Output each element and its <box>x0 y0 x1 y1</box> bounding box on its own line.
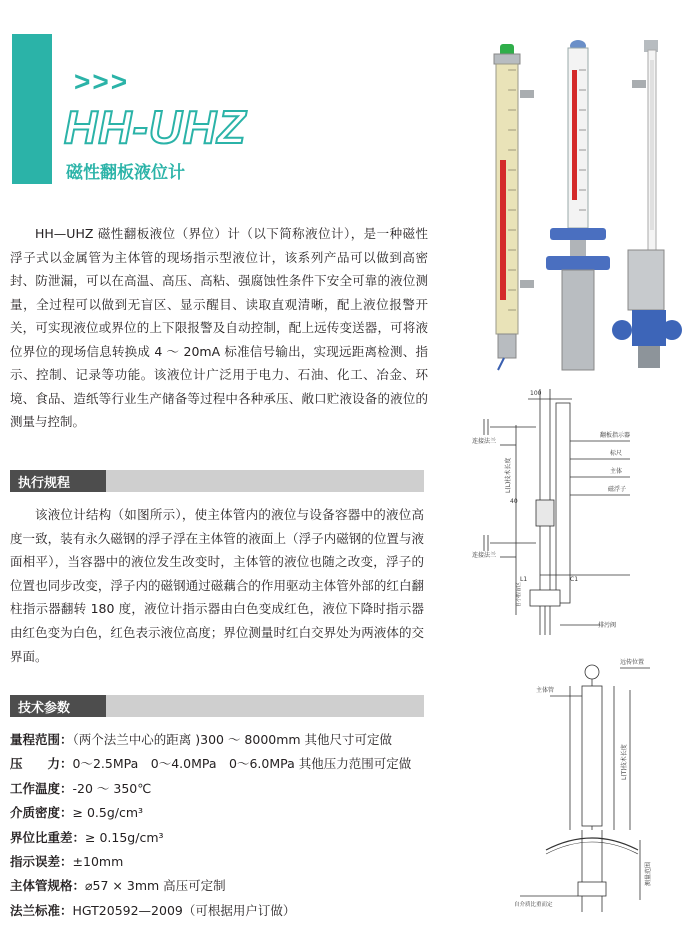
dim-L1-label: L1 <box>520 576 528 583</box>
principle-paragraph: 该液位计结构（如图所示），使主体管内的液位与设备容器中的液位高度一致，装有永久磁钢的浮子浮在主体管的液面上（浮子内磁钢的位置与液面相平），当容器中的液位发生改变时，主体管的液位也随之改变，浮子的位置也同步改变，浮子内的磁钢通过磁藕合的作用驱动主体管外部的红白翻柱指示器翻转 180 度，液位计指示器由白色变成红色，液位下降时指示器由红色变为白色，红色表示液位高度；界位测量时红白交界处为两液体的交界面。 <box>10 507 424 664</box>
dim-C1-label: C1 <box>570 576 579 583</box>
spec-label: 压 力： <box>10 756 73 772</box>
gauge-photo-2 <box>546 40 610 370</box>
structure-diagram-1 <box>470 385 680 645</box>
spec-label: 指示误差： <box>10 853 73 869</box>
flange-bottom-label: 连接法兰 <box>472 552 497 559</box>
main-tube-label: 主体管 <box>536 687 555 694</box>
spec-row <box>10 752 440 776</box>
spec-value: ±10mm <box>72 853 124 869</box>
section-principle-bar <box>10 470 424 492</box>
remote-position-label: 远传位置 <box>620 659 645 666</box>
flange-top-label: 连接法兰 <box>472 438 497 445</box>
spec-value: ≥ 0.15g/cm³ <box>85 829 164 845</box>
structure-diagram-2 <box>470 650 680 920</box>
gauge-photo-1 <box>494 44 534 370</box>
spec-value: -20 ～ 350℃ <box>72 780 152 796</box>
spec-value: （两个法兰中心的距离 )300 ～ 8000mm 其他尺寸可定做 <box>72 732 393 747</box>
spec-row <box>10 777 440 801</box>
accent-bar <box>12 34 52 184</box>
spec-value: 0～2.5MPa 0～4.0MPa 0～6.0MPa 其他压力范围可定做 <box>72 756 412 772</box>
chevron-icon: >>> <box>74 66 130 97</box>
spec-label: 界位比重差： <box>10 829 86 845</box>
intro-paragraph: HH—UHZ 磁性翻板液位（界位）计（以下简称液位计），是一种磁性浮子式以金属管为主体管的现场指示型液位计，该系列产品可以做到高密封、防泄漏，可以在高温、高压、高粘、强腐蚀性条件下安全可靠的液位测量，全过程可以做到无盲区、显示醒目、读取直观清晰，配上液位报警开关，可实现液位或界位的上下限报警及自动控制，配上远传变送器，可将液位界位的现场信息转换成 4 ～ 20mA 标准信号输出，实现远距离检测、指示、控制、记录等功能。该液位计广泛用于电力、石油、化工、冶金、环境、食品、造纸等行业生产储备等过程中各种承压、敞口贮液设备的液位的测量与控制。 <box>10 226 428 429</box>
gauge-photo-3 <box>612 40 682 368</box>
spec-list <box>10 728 440 923</box>
spec-row <box>10 899 440 923</box>
scale-label: 标尺 <box>610 450 623 457</box>
spec-value: ≥ 0.5g/cm³ <box>72 805 144 821</box>
spec-value: HGT20592—2009（可根据用户订做） <box>72 902 296 918</box>
measure-range-label: 测量范围 <box>645 861 652 886</box>
dim-40-label: 40 <box>510 498 518 505</box>
spec-label: 介质密度： <box>10 805 73 821</box>
spec-row <box>10 874 440 898</box>
indicator-label: 翻板指示器 <box>600 432 631 439</box>
bottom-note-label: 自介质比重而定 <box>514 902 553 908</box>
section-specs-bar <box>10 695 424 717</box>
dim-length-label: L(T)技术长度 <box>621 744 628 780</box>
product-subtitle: 磁性翻板液位计 <box>66 163 185 183</box>
spec-label: 工作温度： <box>10 780 73 796</box>
spec-label: 主体管规格： <box>10 878 86 894</box>
section-specs-title: 技术参数 <box>18 701 71 716</box>
spec-row <box>10 801 440 825</box>
body-label: 主体 <box>610 468 623 475</box>
spec-row <box>10 826 440 850</box>
float-label: 磁浮子 <box>608 486 627 493</box>
section-principle-title: 执行规程 <box>18 476 71 491</box>
spec-label: 法兰标准： <box>10 902 73 918</box>
model-title: HH-UHZ <box>64 101 247 153</box>
spec-label: 量程范围： <box>10 732 73 747</box>
spec-value: ⌀57 × 3mm 高压可定制 <box>85 878 226 894</box>
spec-row <box>10 850 440 874</box>
product-photos <box>472 30 682 375</box>
dim-top-label: 100 <box>530 390 542 397</box>
blind-zone-label: 自小腔盲区 <box>516 581 522 607</box>
dim-L-label: L(L)技术长度 <box>505 457 512 493</box>
spec-row <box>10 728 440 752</box>
drain-label: 排污阀 <box>598 622 617 629</box>
